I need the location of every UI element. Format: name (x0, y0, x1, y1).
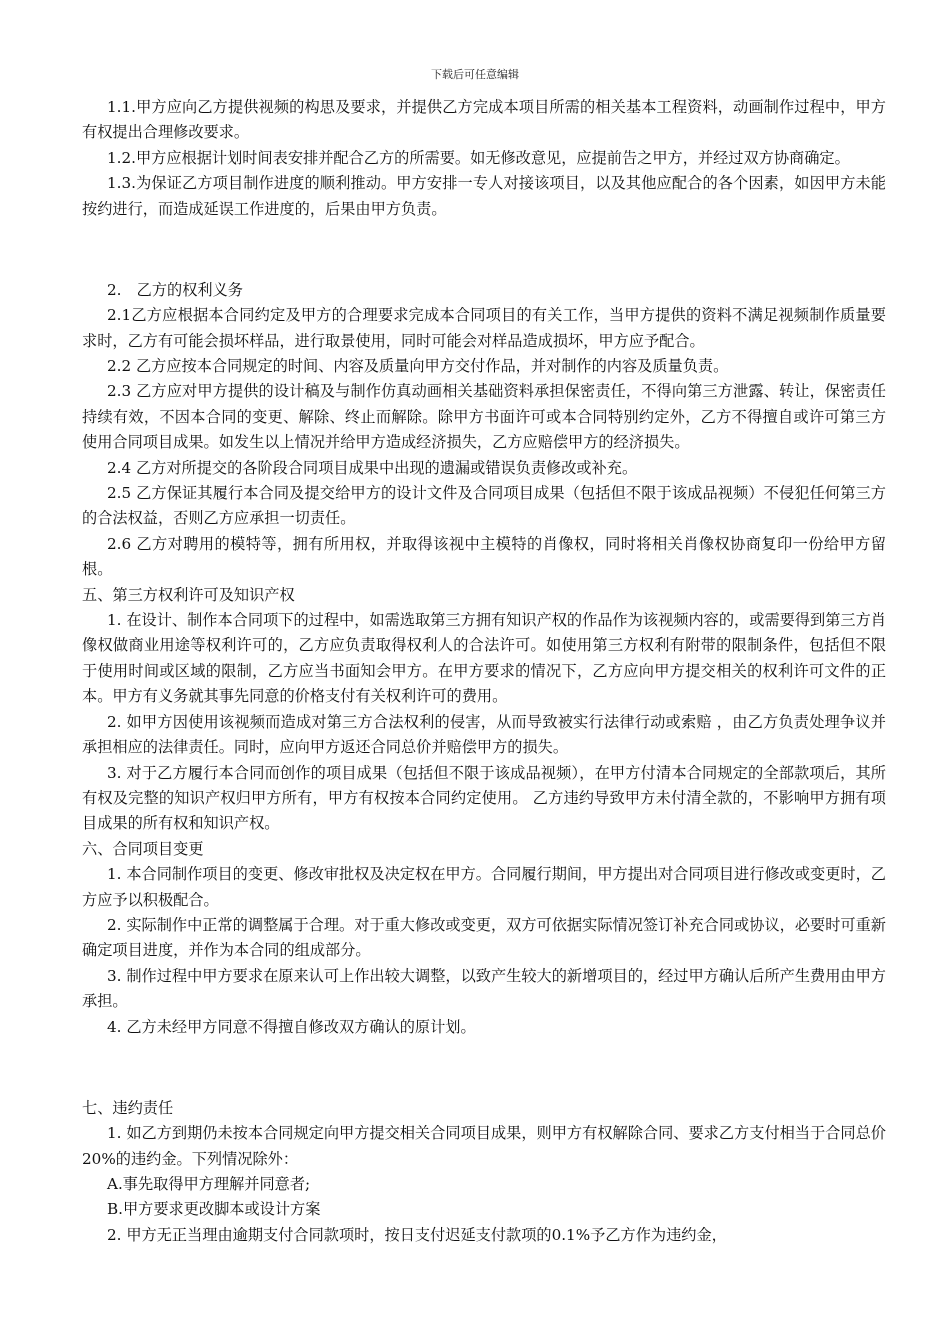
paragraph: 2.1乙方应根据本合同约定及甲方的合理要求完成本合同项目的有关工作，当甲方提供的资料不满足视频制作质量要求时，乙方有可能会损坏样品，进行取景使用，同时可能会对样品造成损坏，甲方应予配合。 (82, 306, 886, 350)
paragraph: B.甲方要求更改脚本或设计方案 (107, 1200, 321, 1219)
paragraph: 2. 甲方无正当理由逾期支付合同款项时，按日支付迟延支付款项的0.1%予乙方作为违约金， (107, 1225, 727, 1244)
paragraph: 2. 如甲方因使用该视频而造成对第三方合法权利的侵害，从而导致被实行法律行动或索赔 ，由乙方负责处理争议并承担相应的法律责任。同时，应向甲方返还合同总价并赔偿甲方的损失。 (82, 712, 886, 757)
blank-line (82, 1055, 886, 1080)
blank-line (82, 237, 886, 262)
document-body (82, 95, 886, 1248)
paragraph: 1.2.甲方应根据计划时间表安排并配合乙方的所需要。如无修改意见，应提前告之甲方，并经过双方协商确定。 (107, 148, 850, 167)
paragraph: 2.2 乙方应按本合同规定的时间、内容及质量向甲方交付作品，并对制作的内容及质量负责。 (107, 357, 729, 376)
section-heading: 2. 乙方的权利义务 (107, 280, 243, 299)
paragraph: 2.6 乙方对聘用的模特等，拥有所用权，并取得该视中主模特的肖像权，同时将相关肖像权协商复印一份给甲方留根。 (82, 534, 886, 579)
section-heading: 五、第三方权利许可及知识产权 (82, 585, 295, 604)
paragraph: 2. 实际制作中正常的调整属于合理。对于重大修改或变更，双方可依据实际情况签订补充合同或协议，必要时可重新确定项目进度，并作为本合同的组成部分。 (82, 915, 886, 960)
paragraph: 2.5 乙方保证其履行本合同及提交给甲方的设计文件及合同项目成果（包括但不限于该成品视频）不侵犯任何第三方的合法权益，否则乙方应承担一切责任。 (82, 484, 886, 528)
section-heading: 七、违约责任 (82, 1098, 174, 1117)
paragraph: 4. 乙方未经甲方同意不得擅自修改双方确认的原计划。 (107, 1017, 476, 1036)
paragraph: 1. 在设计、制作本合同项下的过程中，如需选取第三方拥有知识产权的作品作为该视频内容的，或需要得到第三方肖像权做商业用途等权利许可的，乙方应负责取得权利人的合法许可。如使用第三方权利有附带的限制条件，包括但不限于使用时间或区域的限制，乙方应当书面知会甲方。在甲方要求的情况下，乙方应向甲方提交相关的权利许可文件的正本。甲方有义务就其事先同意的价格支付有关权利许可的费用。 (82, 611, 886, 706)
paragraph: 3. 对于乙方履行本合同而创作的项目成果（包括但不限于该成品视频），在甲方付清本合同规定的全部款项后，其所有权及完整的知识产权归甲方所有，甲方有权按本合同约定使用。 乙方违约导致甲方未付清全款的，不影响甲方拥有项目成果的所有权和知识产权。 (82, 763, 886, 833)
paragraph: 1. 如乙方到期仍未按本合同规定向甲方提交相关合同项目成果，则甲方有权解除合同、要求乙方支付相当于合同总价20%的违约金。下列情况除外： (82, 1124, 886, 1168)
paragraph: 2.3 乙方应对甲方提供的设计稿及与制作仿真动画相关基础资料承担保密责任，不得向第三方泄露、转让，保密责任持续有效，不因本合同的变更、解除、终止而解除。除甲方书面许可或本合同特别约定外，乙方不得擅自或许可第三方使用合同项目成果。如发生以上情况并给甲方造成经济损失，乙方应赔偿甲方的经济损失。 (82, 382, 886, 452)
paragraph: 1.3.为保证乙方项目制作进度的顺利推动。甲方安排一专人对接该项目，以及其他应配合的各个因素，如因甲方未能按约进行，而造成延误工作进度的，后果由甲方负责。 (82, 174, 886, 218)
page-header: 下载后可任意编辑 (431, 68, 519, 81)
paragraph: 1. 本合同制作项目的变更、修改审批权及决定权在甲方。合同履行期间，甲方提出对合同项目进行修改或变更时，乙方应予以积极配合。 (82, 865, 886, 909)
paragraph: 1.1.甲方应向乙方提供视频的构思及要求，并提供乙方完成本项目所需的相关基本工程资料，动画制作过程中，甲方有权提出合理修改要求。 (82, 98, 886, 142)
paragraph: A.事先取得甲方理解并同意者; (107, 1174, 311, 1193)
paragraph: 2.4 乙方对所提交的各阶段合同项目成果中出现的遗漏或错误负责修改或补充。 (107, 458, 638, 477)
section-heading: 六、合同项目变更 (82, 839, 204, 858)
paragraph: 3. 制作过程中甲方要求在原来认可上作出较大调整，以致产生较大的新增项目的，经过甲方确认后所产生费用由甲方承担。 (82, 966, 886, 1011)
